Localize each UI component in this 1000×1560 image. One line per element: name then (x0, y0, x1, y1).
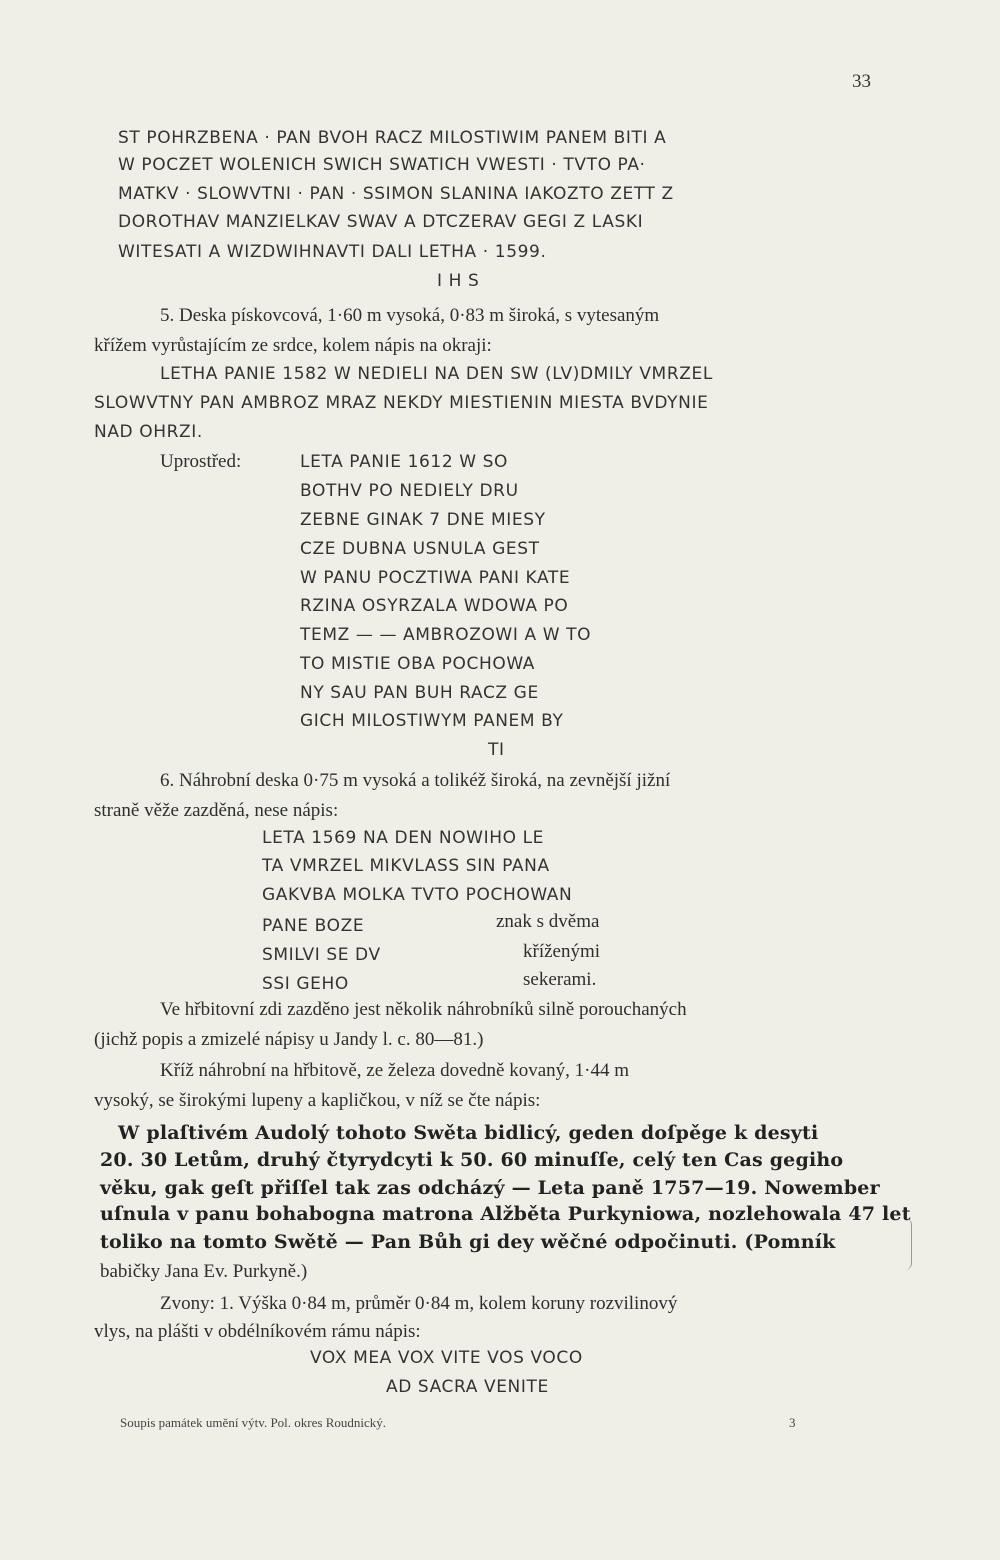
inscription-line: TO MISTIE OBA POCHOWA (300, 654, 536, 674)
item-5-description: 5. Deska pískovcová, 1·60 m vysoká, 0·83 m široká, s vytesaným (160, 305, 660, 326)
inscription-line: LETA PANIE 1612 W SO (300, 452, 509, 472)
side-note: znak s dvěma (496, 911, 600, 932)
footer-sheet-number: 3 (789, 1415, 796, 1430)
inscription-line: LETHA PANIE 1582 W NEDIELI NA DEN SW (LV)DMILY VMRZEL (160, 364, 713, 384)
zvony-description: Zvony: 1. Výška 0·84 m, průměr 0·84 m, kolem koruny rozvilinový (160, 1293, 678, 1314)
fraktur-line: věku, gak geſt přiſſel tak zas odcházý — Leta paně 1757—19. Nowember (100, 1177, 880, 1199)
footer-source: Soupis památek umění výtv. Pol. okres Roudnický. (120, 1415, 386, 1430)
inscription-line: MATKV · SLOWVTNI · PAN · SSIMON SLANINA IAKOZTO ZETT Z (118, 184, 674, 204)
fraktur-note: babičky Jana Ev. Purkyně.) (100, 1261, 308, 1282)
inscription-line: SMILVI SE DV (262, 945, 381, 965)
zvony-description: vlys, na plášti v obdélníkovém rámu nápis: (94, 1321, 421, 1342)
inscription-line: NY SAU PAN BUH RACZ GE (300, 683, 539, 703)
fraktur-line: 20. 30 Letům, druhý čtyrydcyti k 50. 60 minuſſe, celý ten Cas gegiho (100, 1149, 844, 1171)
inscription-line: PANE BOZE (262, 916, 365, 936)
inscription-line: DOROTHAV MANZIELKAV SWAV A DTCZERAV GEGI Z LASKI (118, 212, 644, 232)
inscription-line: TEMZ — — AMBROZOWI A W TO (300, 625, 592, 645)
inscription-line: TI (488, 740, 505, 760)
paragraph-line: (jichž popis a zmizelé nápisy u Jandy l. c. 80—81.) (94, 1029, 484, 1050)
inscription-line: SSI GEHO (262, 974, 349, 994)
inscription-line: RZINA OSYRZALA WDOWA PO (300, 596, 569, 616)
inscription-line: ST POHRZBENA · PAN BVOH RACZ MILOSTIWIM PANEM BITI A (118, 128, 667, 148)
inscription-line: WITESATI A WIZDWIHNAVTI DALI LETHA · 1599. (118, 242, 547, 262)
fraktur-line: toliko na tomto Swětě — Pan Bůh gi dey wěčné odpočinuti. (Pomník (100, 1231, 836, 1253)
ihs-monogram: I H S (437, 271, 480, 291)
inscription-line: ZEBNE GINAK 7 DNE MIESY (300, 510, 546, 530)
item-6-description: straně věže zazděná, nese nápis: (94, 800, 339, 821)
inscription-line: W PANU POCZTIWA PANI KATE (300, 568, 571, 588)
inscription-line: GAKVBA MOLKA TVTO POCHOWAN (262, 885, 573, 905)
inscription-line: NAD OHRZI. (94, 422, 203, 442)
inscription-line: BOTHV PO NEDIELY DRU (300, 481, 519, 501)
page-number: 33 (852, 71, 871, 92)
inscription-line: CZE DUBNA USNULA GEST (300, 539, 540, 559)
side-note: sekerami. (523, 969, 597, 990)
item-6-description: 6. Náhrobní deska 0·75 m vysoká a tolikéž široká, na zevnější jižní (160, 770, 671, 791)
margin-bracket-mark (905, 1218, 912, 1270)
fraktur-line: uſnula v panu bohabogna matrona Alžběta Purkyniowa, nozlehowala 47 let (100, 1203, 911, 1225)
uprostred-label: Uprostřed: (160, 451, 242, 472)
inscription-line: AD SACRA VENITE (386, 1377, 549, 1397)
inscription-line: W POCZET WOLENICH SWICH SWATICH VWESTI · TVTO PA· (118, 155, 646, 175)
item-5-description: křížem vyrůstajícím ze srdce, kolem nápis na okraji: (94, 335, 492, 356)
inscription-line: GICH MILOSTIWYM PANEM BY (300, 711, 564, 731)
paragraph-line: Kříž náhrobní na hřbitově, ze železa dovedně kovaný, 1·44 m (160, 1060, 630, 1081)
inscription-line: TA VMRZEL MIKVLASS SIN PANA (262, 856, 550, 876)
fraktur-line: W plaſtivém Audolý tohoto Swěta bidlicý, geden doſpěge k desyti (118, 1122, 819, 1144)
side-note: kříženými (523, 941, 601, 962)
paragraph-line: Ve hřbitovní zdi zazděno jest několik náhrobníků silně porouchaných (160, 999, 687, 1020)
inscription-line: LETA 1569 NA DEN NOWIHO LE (262, 828, 544, 848)
inscription-line: SLOWVTNY PAN AMBROZ MRAZ NEKDY MIESTIENIN MIESTA BVDYNIE (94, 393, 709, 413)
inscription-line: VOX MEA VOX VITE VOS VOCO (310, 1348, 583, 1368)
paragraph-line: vysoký, se širokými lupeny a kapličkou, v níž se čte nápis: (94, 1090, 541, 1111)
